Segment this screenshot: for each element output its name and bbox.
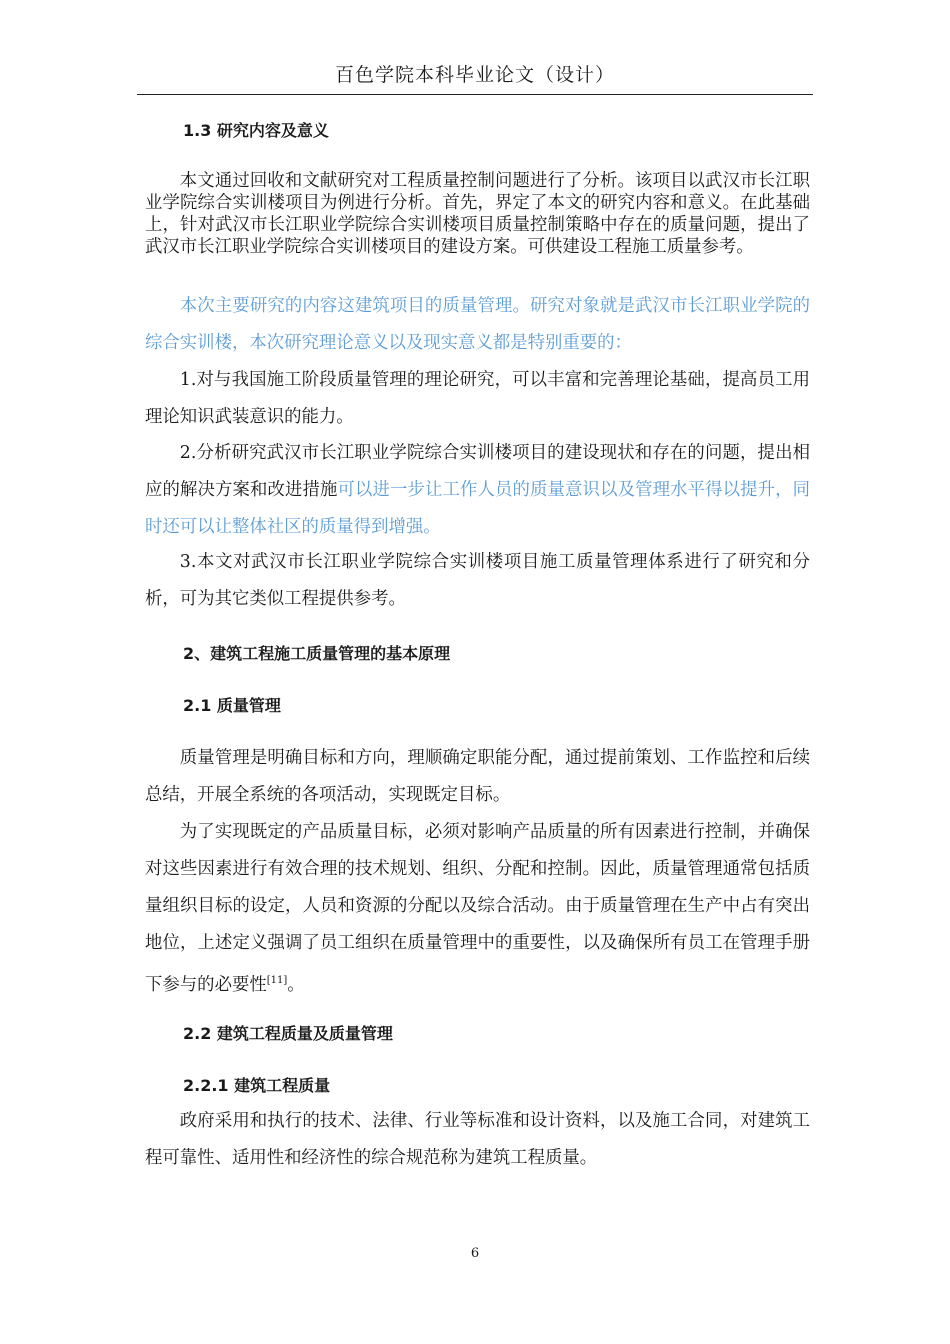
paragraph-quality-management-detail [145,814,810,1004]
list-item-2-highlight: 可以进一步让工作人员的质量意识以及管理水平得以提升，同时还可以让整体社区的质量得到增强。 [145,480,810,537]
list-item-2-text: 2.分析研究武汉市长江职业学院综合实训楼项目的建设现状和存在的问题，提出相应的解决方案和改进措施 [145,443,810,500]
heading-2-2-1: 2.2.1 建筑工程质量 [183,1076,331,1095]
page-header-title: 百色学院本科毕业论文（设计） [334,64,615,86]
paragraph-quality-management-text: 为了实现既定的产品质量目标，必须对影响产品质量的所有因素进行控制，并确保对这些因素进行有效合理的技术规划、组织、分配和控制。因此，质量管理通常包括质量组织目标的设定，人员和资源的分配以及综合活动。由于质量管理在生产中占有突出地位，上述定义强调了员工组织在质量管理中的重要性，以及确保所有员工在管理手册下参与的必要性 [145,822,810,995]
page-number: 6 [470,1246,480,1261]
paragraph-construction-quality: 政府采用和执行的技术、法律、行业等标准和设计资料，以及施工合同，对建筑工程可靠性、适用性和经济性的综合规范称为建筑工程质量。 [145,1111,810,1168]
paragraph-quality-management-definition: 质量管理是明确目标和方向，理顺确定职能分配，通过提前策划、工作监控和后续总结，开展全系统的各项活动，实现既定目标。 [145,748,810,805]
paragraph-research-significance: 本次主要研究的内容这建筑项目的质量管理。研究对象就是武汉市长江职业学院的综合实训楼，本次研究理论意义以及现实意义都是特别重要的： [145,296,810,353]
citation-reference: [11] [266,975,288,986]
paragraph-end-mark: 。 [287,974,305,995]
heading-2-1: 2.1 质量管理 [183,696,281,715]
header-divider [137,94,813,95]
list-item-1: 1.对与我国施工阶段质量管理的理论研究，可以丰富和完善理论基础，提高员工用理论知识武装意识的能力。 [145,370,810,427]
list-item-3: 3.本文对武汉市长江职业学院综合实训楼项目施工质量管理体系进行了研究和分析，可为其它类似工程提供参考。 [145,552,810,609]
list-item-2 [145,435,810,546]
heading-1-3: 1.3 研究内容及意义 [183,121,329,140]
paragraph-research-content: 本文通过回收和文献研究对工程质量控制问题进行了分析。该项目以武汉市长江职业学院综合实训楼项目为例进行分析。首先，界定了本文的研究内容和意义。在此基础上，针对武汉市长江职业学院综合实训楼项目质量控制策略中存在的质量问题，提出了武汉市长江职业学院综合实训楼项目的建设方案。可供建设工程施工质量参考。 [145,171,810,257]
heading-2: 2、建筑工程施工质量管理的基本原理 [183,644,451,663]
heading-2-2: 2.2 建筑工程质量及质量管理 [183,1024,393,1043]
